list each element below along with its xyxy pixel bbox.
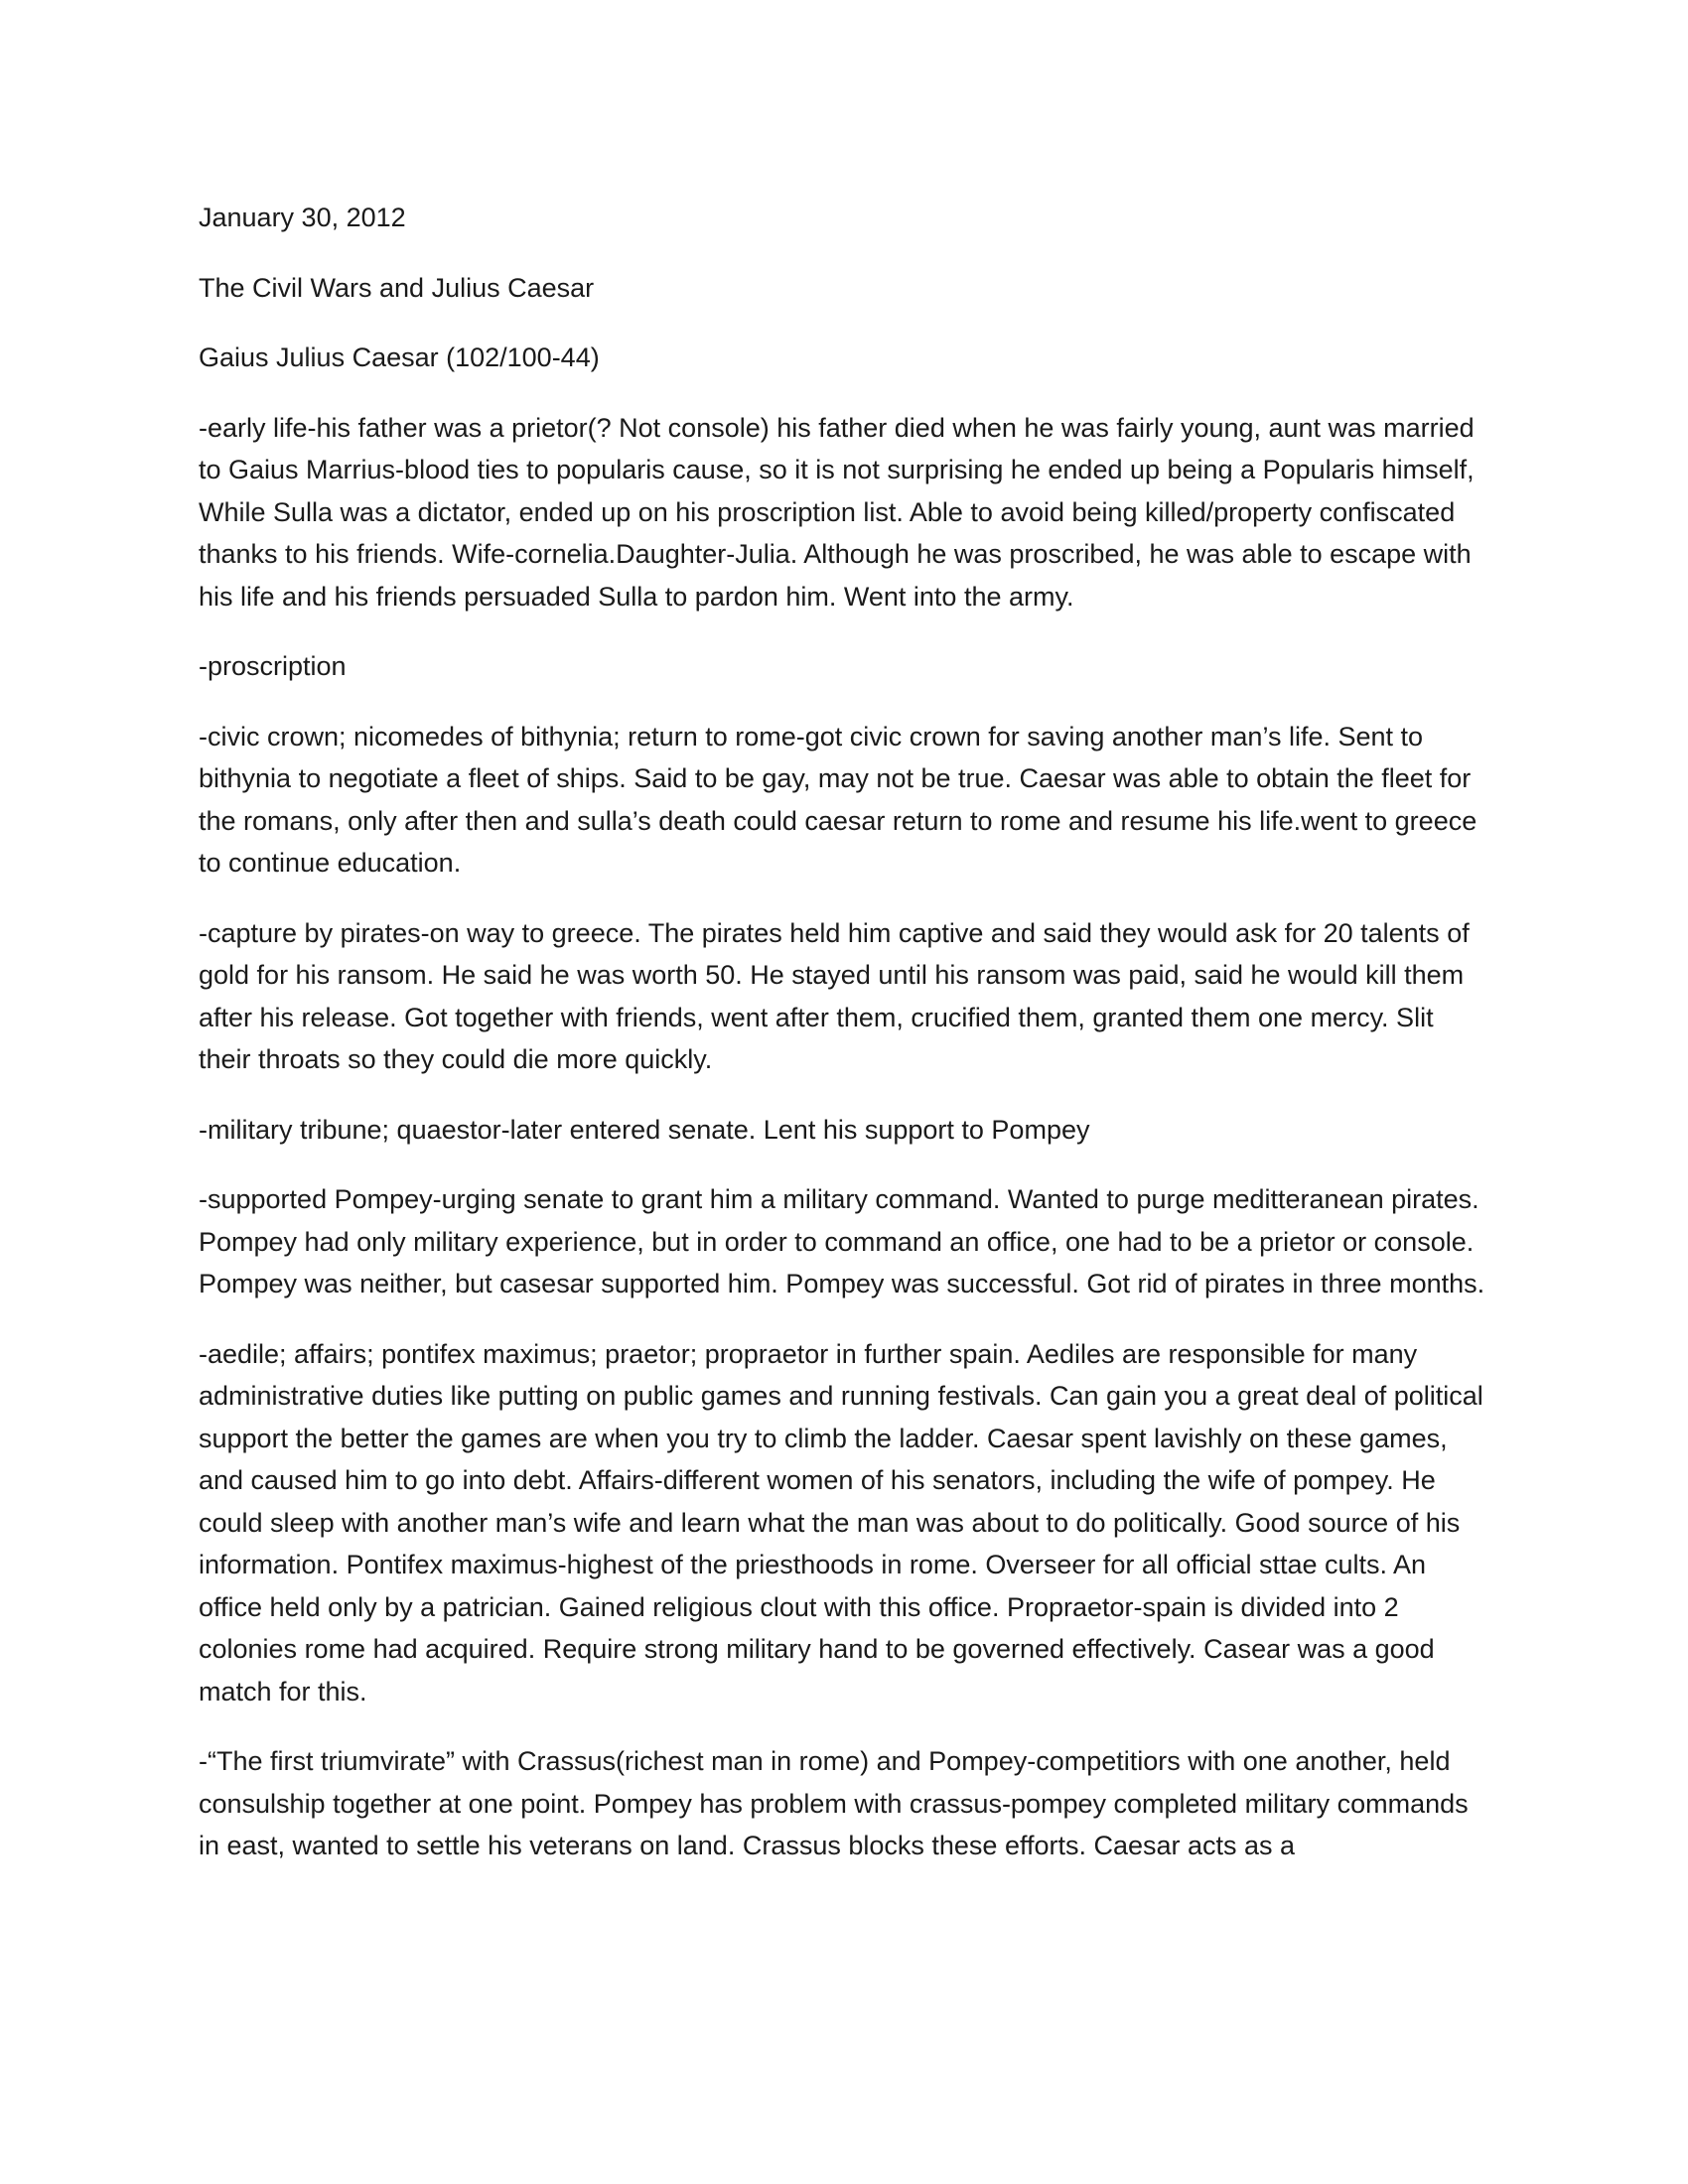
paragraph-aedile: -aedile; affairs; pontifex maximus; praetor; propraetor in further spain. Aediles are responsible for many administrative duties like putting on public games and running festivals. Can gain you a great deal of political support the better the games are when you try to climb the ladder. Caesar spent lavishly on these games, and caused him to go into debt. Affairs-different women of his senators, including the wife of pompey. He could sleep with another man’s wife and learn what the man was about to do politically. Good source of his information. Pontifex maximus-highest of the priesthoods in rome. Overseer for all official sttae cults. An office held only by a patrician. Gained religious clout with this office. Propraetor-spain is divided into 2 colonies rome had acquired. Require strong military hand to be governed effectively. Casear was a good match for this. bbox=[199, 1338, 1483, 1706]
paragraph-early-life: -early life-his father was a prietor(? Not console) his father died when he was fairly young, aunt was married to Gaius Marrius-blood ties to popularis cause, so it is not surprising he ended up being a Popularis himself, While Sulla was a dictator, ended up on his proscription list. Able to avoid being killed/property confiscated thanks to his friends. Wife-cornelia.Daughter-Julia. Although he was proscribed, he was able to escape with his life and his friends persuaded Sulla to pardon him. Went into the army. bbox=[199, 412, 1475, 612]
paragraph-supported-pompey: -supported Pompey-urging senate to grant him a military command. Wanted to purge meditteranean pirates. Pompey had only military experience, but in order to command an office, one had to be a prietor or console. Pompey was neither, but casesar supported him. Pompey was successful. Got rid of pirates in three months. bbox=[199, 1184, 1485, 1298]
paragraph-civic-crown: -civic crown; nicomedes of bithynia; return to rome-got civic crown for saving another man’s life. Sent to bithynia to negotiate a fleet of ships. Said to be gay, may not be true. Caesar was able to obtain the fleet for the romans, only after then and sulla’s death could caesar return to rome and resume his life.went to greece to continue education. bbox=[199, 721, 1477, 878]
paragraph-military-tribune: -military tribune; quaestor-later entered senate. Lent his support to Pompey bbox=[199, 1114, 1090, 1145]
document-title: The Civil Wars and Julius Caesar bbox=[199, 272, 595, 303]
document-date: January 30, 2012 bbox=[199, 203, 406, 232]
document-subtitle: Gaius Julius Caesar (102/100-44) bbox=[199, 342, 600, 372]
paragraph-proscription: -proscription bbox=[199, 651, 347, 681]
document-body bbox=[199, 197, 1489, 1895]
paragraph-first-triumvirate: -“The first triumvirate” with Crassus(richest man in rome) and Pompey-competitiors with one another, held consulship together at one point. Pompey has problem with crassus-pompey completed military commands in east, wanted to settle his veterans on land. Crassus blocks these efforts. Caesar acts as a bbox=[199, 1746, 1469, 1860]
paragraph-pirates: -capture by pirates-on way to greece. The pirates held him captive and said they would ask for 20 talents of gold for his ransom. He said he was worth 50. He stayed until his ransom was paid, said he would kill them after his release. Got together with friends, went after them, crucified them, granted them one mercy. Slit their throats so they could die more quickly. bbox=[199, 917, 1470, 1074]
